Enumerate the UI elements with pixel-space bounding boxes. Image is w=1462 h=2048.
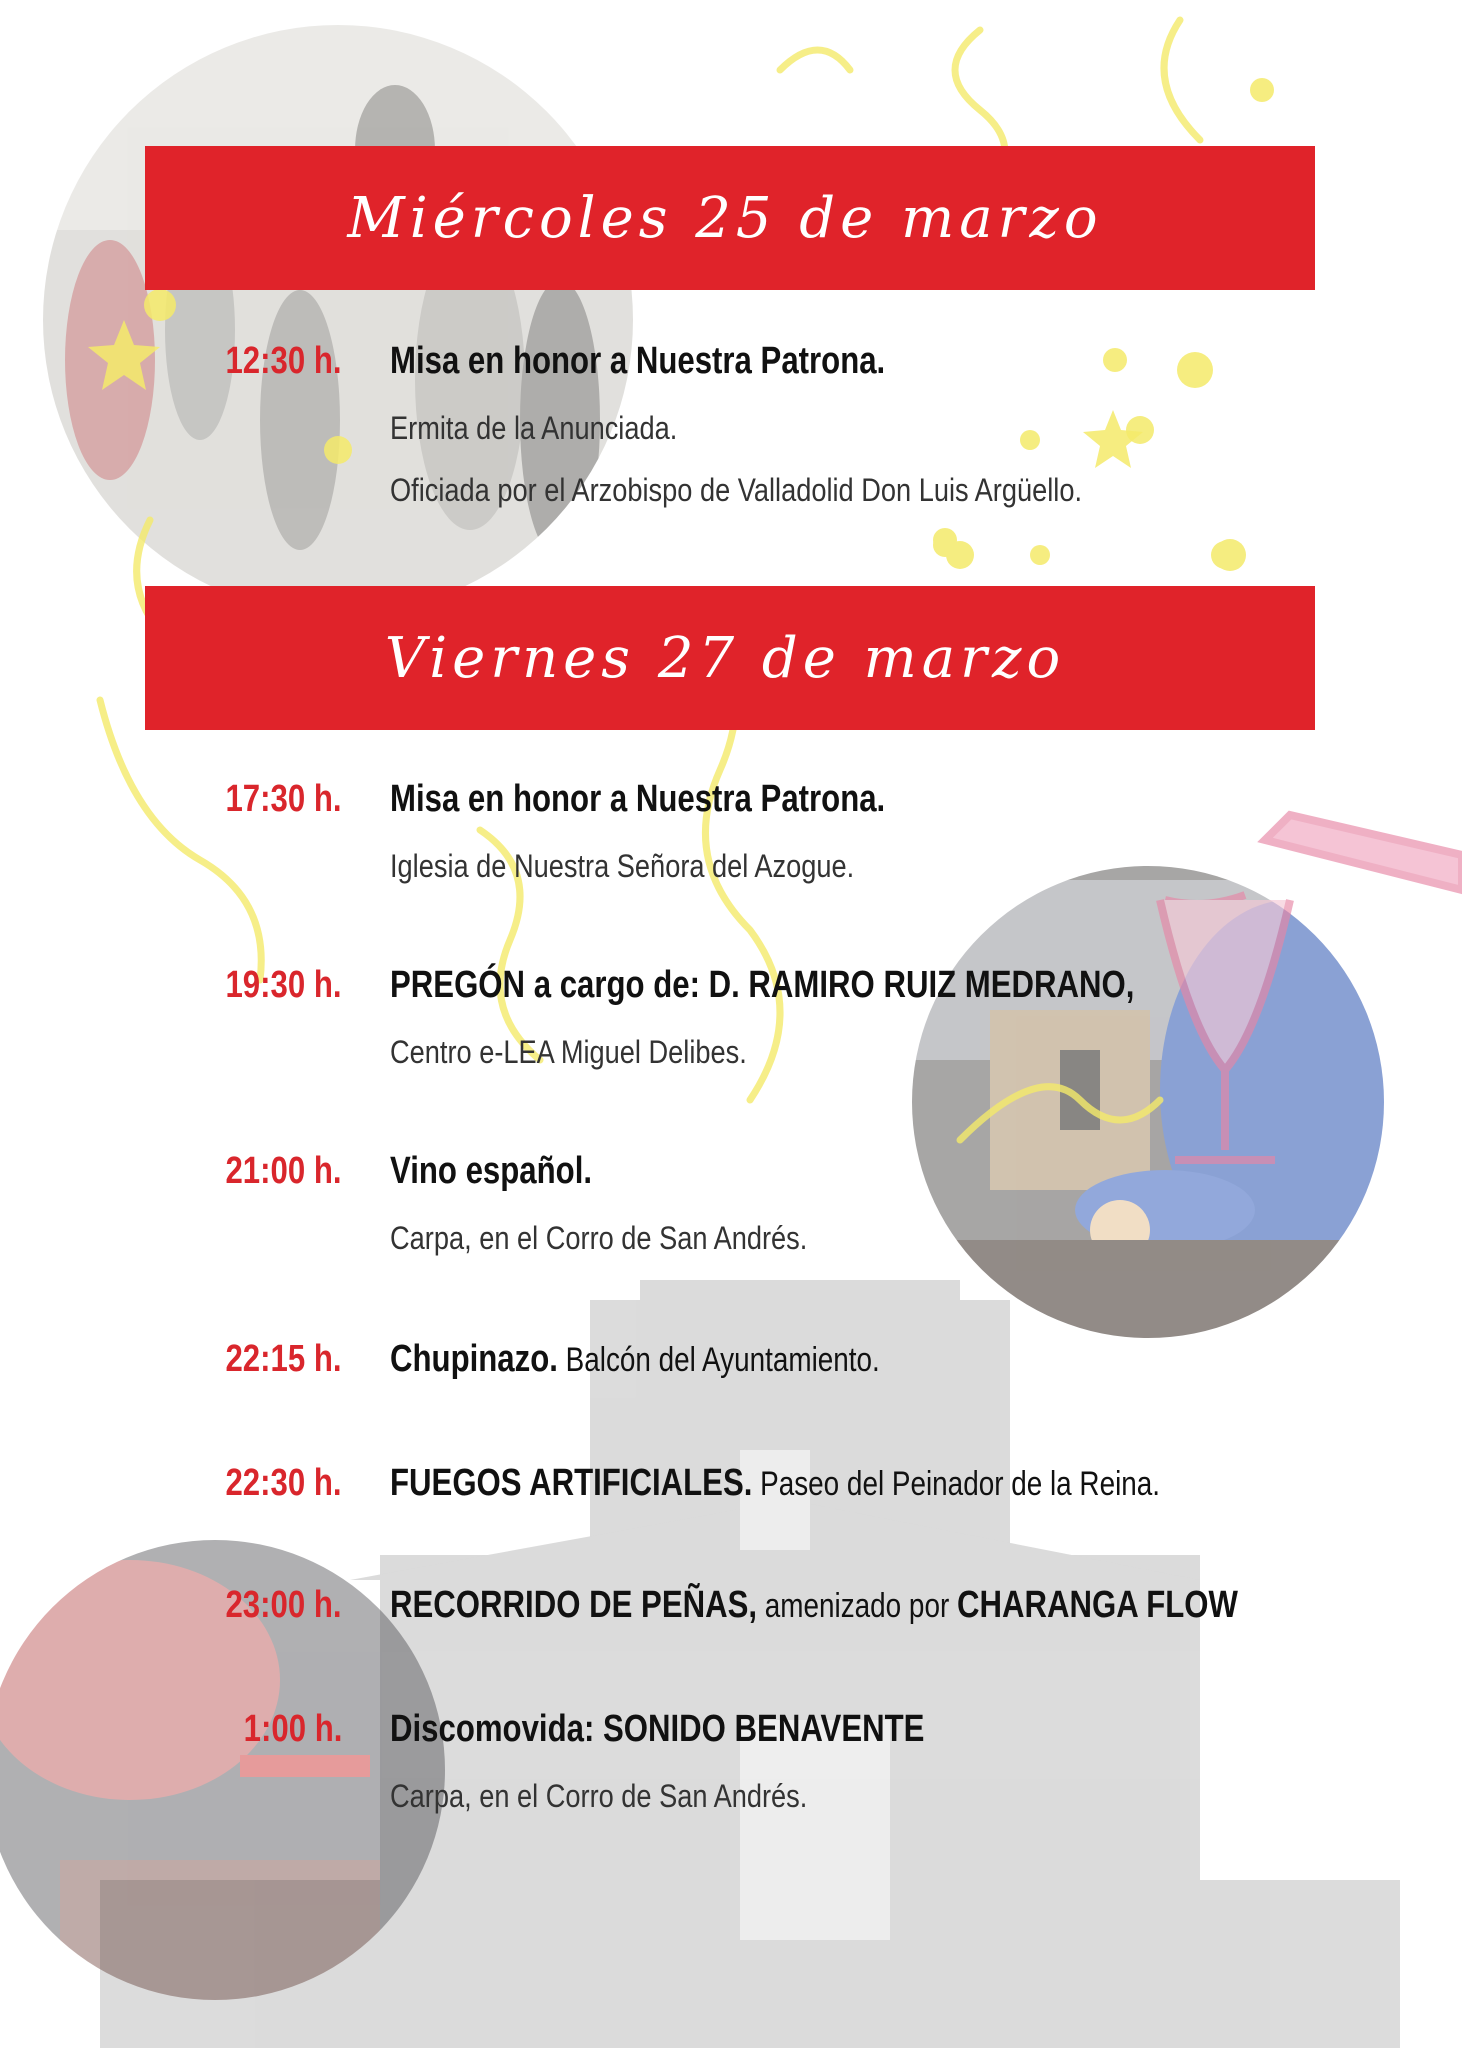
event-time: 22:15 h. [225,1338,342,1380]
event-title-text: FUEGOS ARTIFICIALES. [390,1462,753,1504]
event-location-inline: Balcón del Ayuntamiento. [557,1341,880,1379]
event-time: 17:30 h. [225,778,342,820]
event-location: Carpa, en el Corro de San Andrés. [390,1220,808,1256]
photo-circle-fireworks [900,860,1420,1360]
event-title-bold: PREGÓN [390,964,526,1006]
day-title: Miércoles 25 de marzo [347,185,1103,251]
event-location: Centro e-LEA Miguel Delibes. [390,1034,747,1070]
event-title [390,336,885,386]
event-title [390,774,885,824]
event-title-text: RECORRIDO DE PEÑAS, [390,1584,758,1626]
event-title-connector: amenizado por [757,1587,957,1625]
day-banner-wednesday [145,146,1315,290]
event-title [390,1334,880,1385]
event-time: 21:00 h. [225,1150,342,1192]
event-location-inline: Paseo del Peinador de la Reina. [752,1465,1161,1503]
event-title-speaker: D. RAMIRO RUIZ MEDRANO, [708,964,1135,1006]
event-title [390,1580,1238,1631]
event-title [390,960,1134,1010]
day-title: Viernes 27 de marzo [384,625,1066,691]
event-title [390,1146,592,1196]
photo-circle-crowd [40,20,640,630]
event-title-text: Misa en honor a Nuestra Patrona. [390,340,886,382]
event-location: Ermita de la Anunciada. [390,410,678,446]
event-title-text: Misa en honor a Nuestra Patrona. [390,778,886,820]
event-detail: Oficiada por el Arzobispo de Valladolid Don Luis Argüello. [390,472,1083,508]
event-time: 22:30 h. [225,1462,342,1504]
day-banner-friday [145,586,1315,730]
event-title-normal: a cargo de: [525,964,709,1006]
event-time: 1:00 h. [243,1708,342,1750]
event-title-band: CHARANGA FLOW [956,1584,1238,1626]
event-time: 19:30 h. [225,964,342,1006]
event-title-text: Chupinazo. [390,1338,558,1380]
event-title [390,1458,1160,1509]
event-time: 12:30 h. [225,340,342,382]
event-title-text: Vino español. [390,1150,593,1192]
event-title-text: Discomovida: SONIDO BENAVENTE [390,1708,925,1750]
event-location: Carpa, en el Corro de San Andrés. [390,1778,808,1814]
event-location: Iglesia de Nuestra Señora del Azogue. [390,848,855,884]
event-time: 23:00 h. [225,1584,342,1626]
event-title [390,1704,924,1754]
